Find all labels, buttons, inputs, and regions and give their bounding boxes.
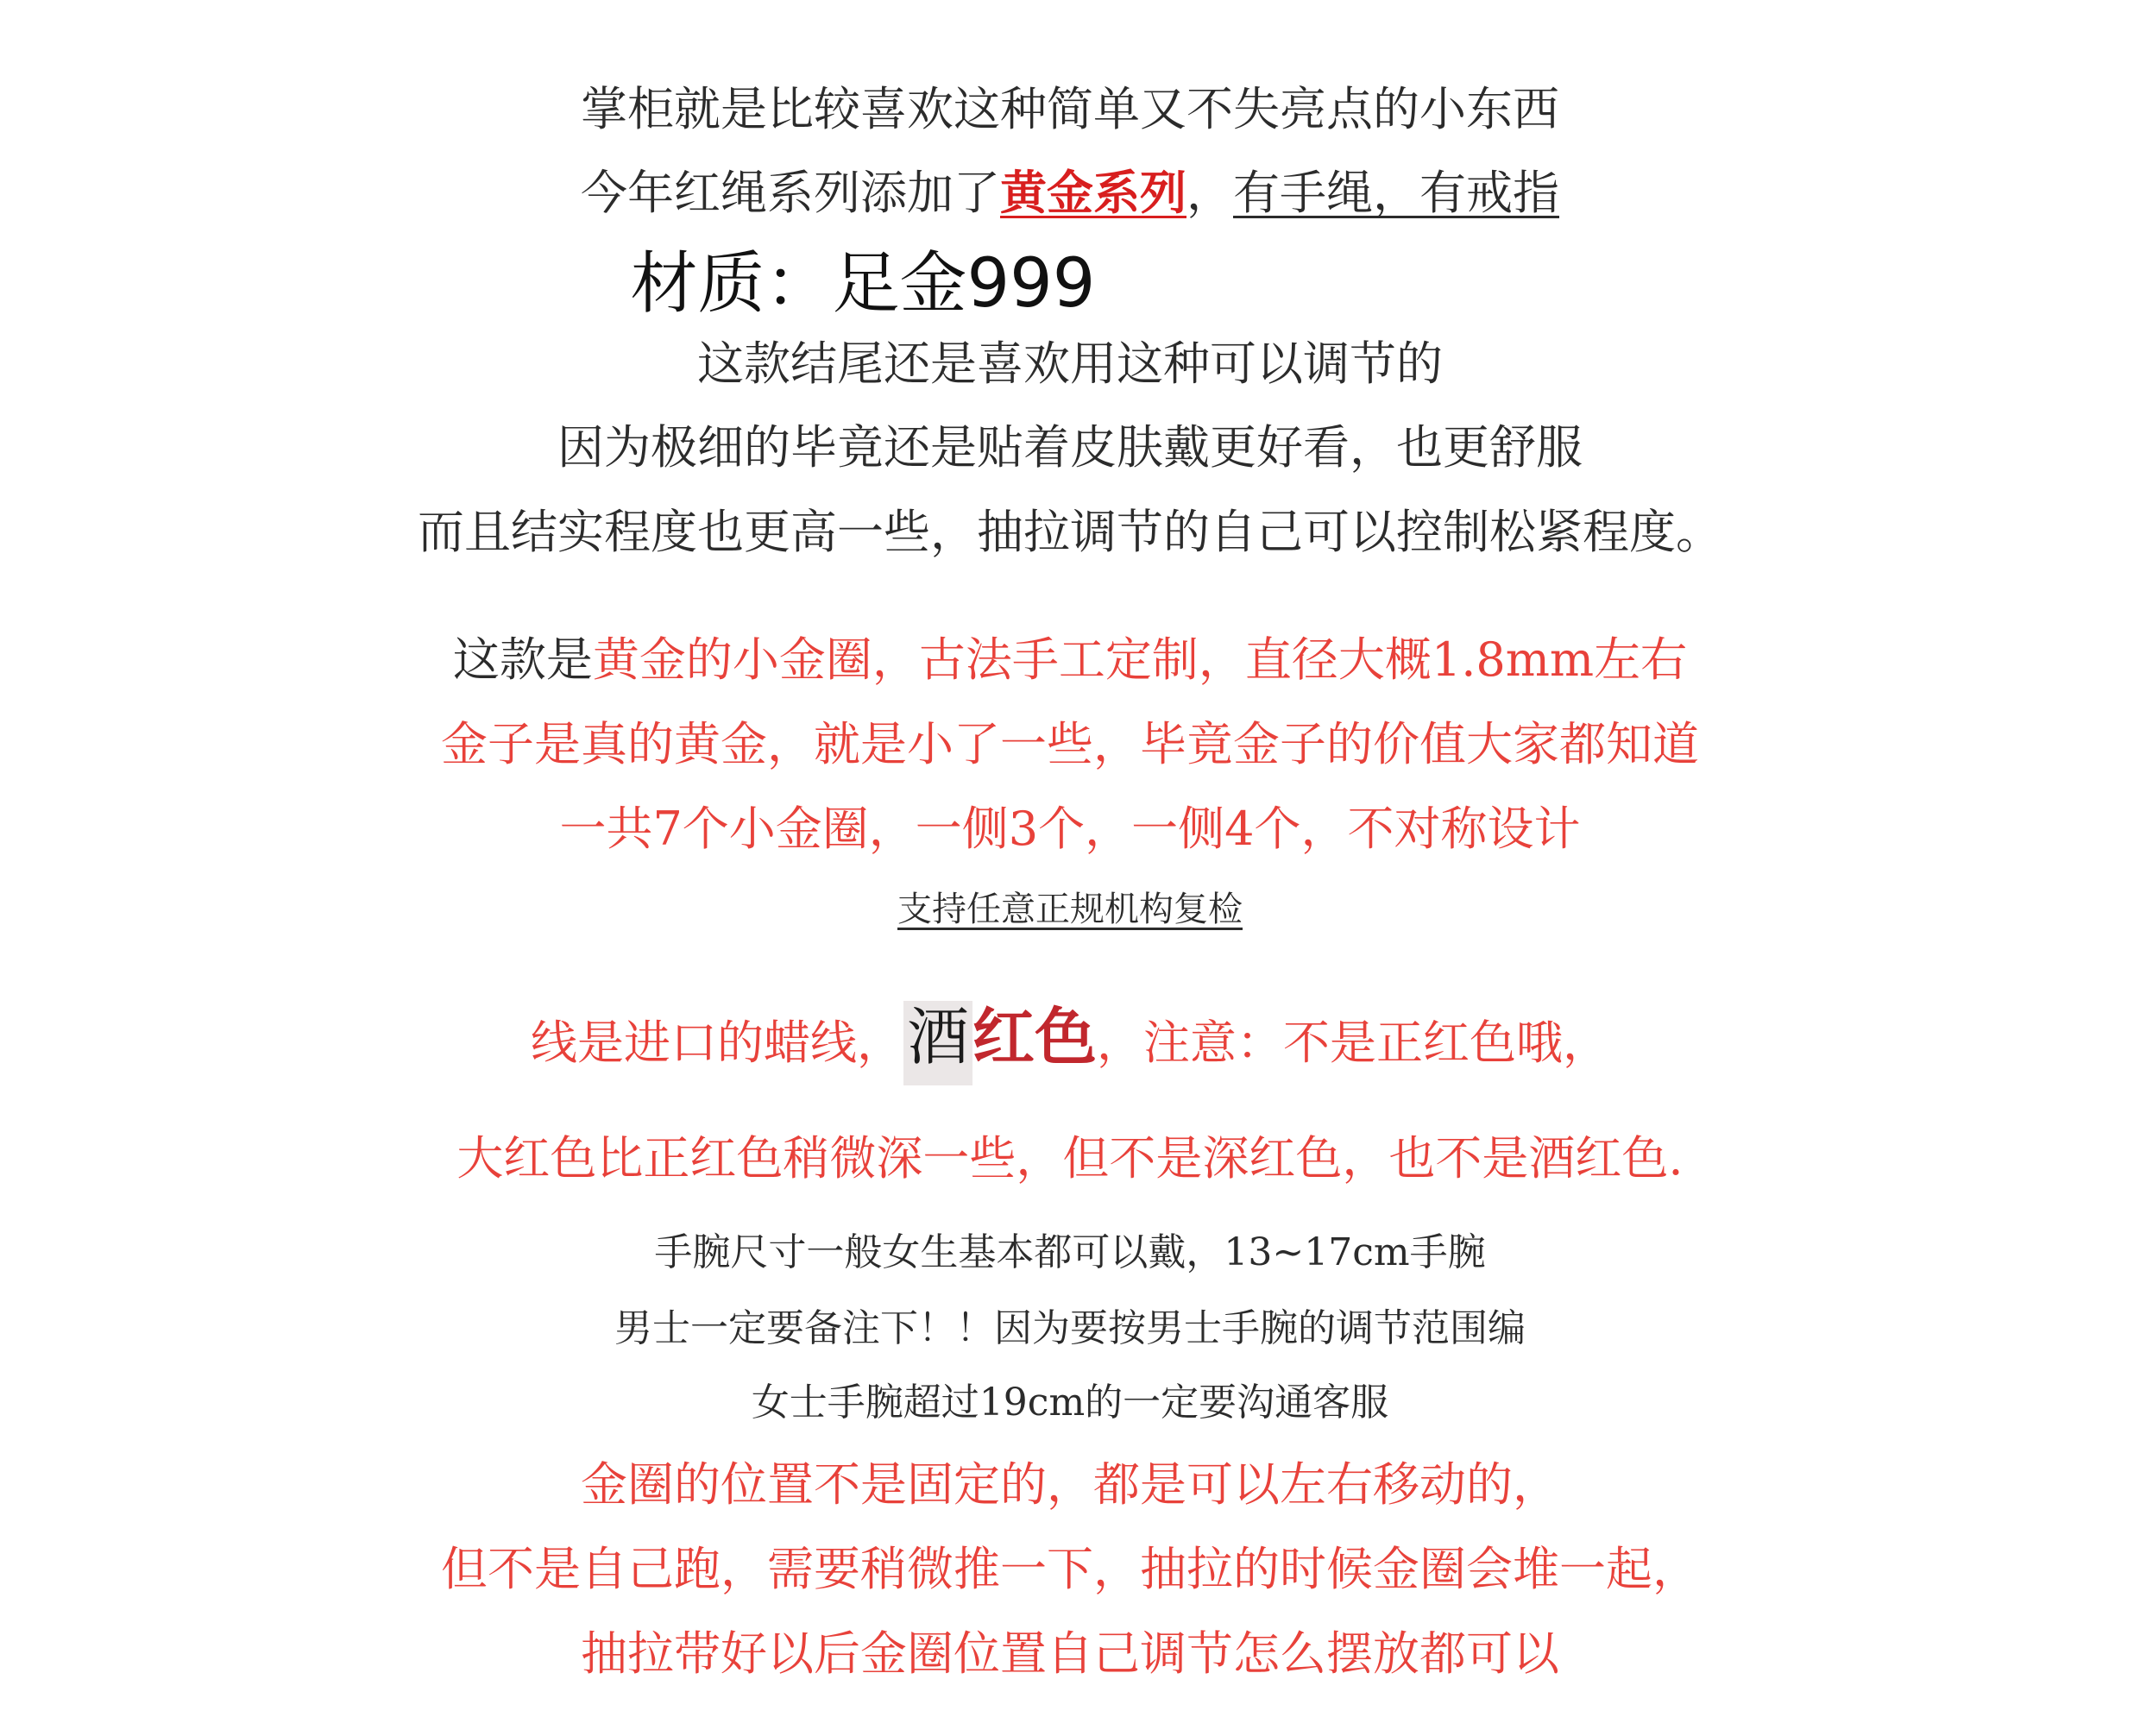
color-note-line: 大红色比正红色稍微深一些，但不是深红色，也不是酒红色.	[456, 1131, 1684, 1186]
products-list: 有手绳，有戒指	[1233, 166, 1559, 220]
red-color-emphasis: 红色	[972, 1000, 1098, 1073]
real-gold-line: 金子是真的黄金，就是小了一些，毕竟金子的价值大家都知道	[441, 717, 1699, 771]
wrist-size-line: 手腕尺寸一般女生基本都可以戴，13~17cm手腕	[654, 1230, 1486, 1274]
comfort-line: 因为极细的毕竟还是贴着皮肤戴更好看，也更舒服	[557, 420, 1583, 475]
intro-line: 掌柜就是比较喜欢这种简单又不失亮点的小东西	[581, 82, 1559, 136]
material-line: 材质：足金999	[630, 245, 1096, 323]
wax-thread-line: 线是进口的蜡线，酒红色，注意：不是正红色哦，	[0, 1001, 2140, 1085]
gold-series-highlight: 黄金系列	[1000, 165, 1186, 220]
ending-line: 这款结尾还是喜欢用这种可以调节的	[697, 337, 1443, 391]
series-line: 今年红绳系列添加了黄金系列，有手绳，有戒指	[581, 165, 1559, 220]
ring-position-line: 金圈的位置不是固定的，都是可以左右移动的，	[581, 1457, 1559, 1512]
recheck-line: 支持任意正规机构复检	[897, 890, 1243, 929]
durability-line: 而且结实程度也更高一些，抽拉调节的自己可以控制松紧程度。	[418, 505, 1722, 559]
wine-char-box: 酒	[903, 1001, 972, 1085]
gold-ring-line: 这款是黄金的小金圈，古法手工定制，直径大概1.8mm左右	[452, 632, 1688, 687]
men-note-line: 男士一定要备注下！！因为要按男士手腕的调节范围编	[614, 1306, 1526, 1350]
push-note-line: 但不是自己跑，需要稍微推一下，抽拉的时候金圈会堆一起，	[441, 1542, 1699, 1596]
ring-count-line: 一共7个小金圈，一侧3个，一侧4个，不对称设计	[559, 802, 1581, 856]
women-note-line: 女士手腕超过19cm的一定要沟通客服	[751, 1381, 1389, 1425]
adjust-note-line: 抽拉带好以后金圈位置自己调节怎么摆放都可以	[581, 1626, 1559, 1681]
